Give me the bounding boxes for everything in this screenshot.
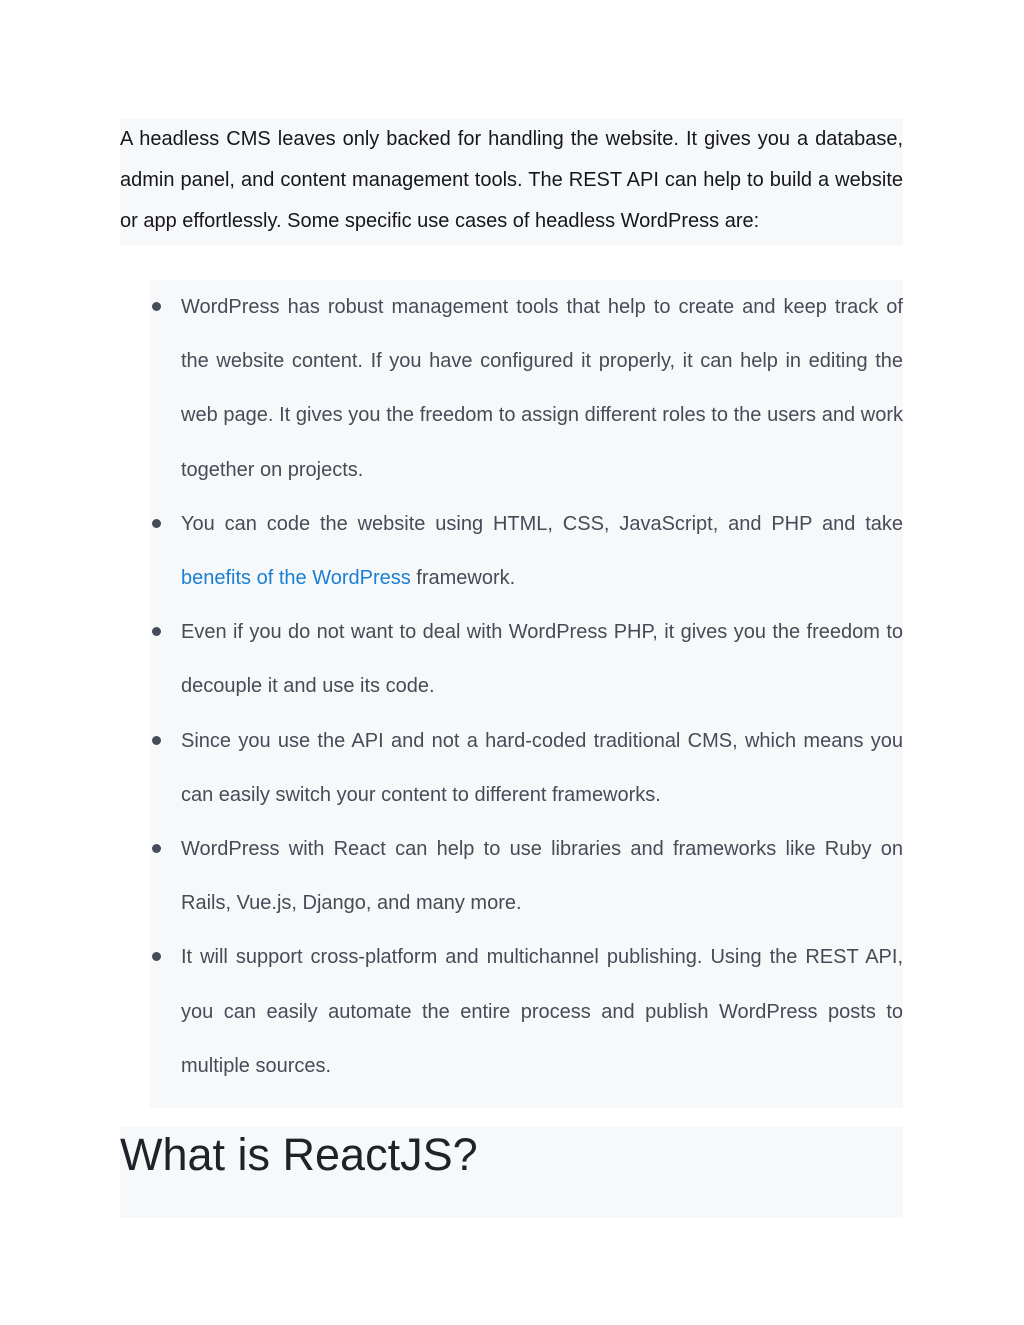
list-item (150, 822, 903, 930)
bullet-icon (152, 952, 161, 961)
list-item (150, 497, 903, 605)
wordpress-benefits-link[interactable]: benefits of the WordPress (181, 567, 411, 590)
bullet-icon (152, 844, 161, 853)
list-item-text: Even if you do not want to deal with WordPress PHP, it gives you the freedom to decouple it and use its code. (181, 621, 903, 698)
use-cases-block (150, 280, 903, 1108)
list-item-text: It will support cross-platform and multichannel publishing. Using the REST API, you can easily automate the entire process and publish WordPress posts to multiple sources. (181, 946, 903, 1077)
bullet-icon (152, 736, 161, 745)
list-item-text-before-link: You can code the website using HTML, CSS, JavaScript, and PHP and take (181, 512, 903, 535)
list-item (150, 280, 903, 497)
list-item (150, 714, 903, 822)
list-item-text: WordPress has robust management tools that help to create and keep track of the website content. If you have configured it properly, it can help in editing the web page. It gives you the freedom to assign different roles to the users and work together on projects. (181, 296, 903, 481)
bullet-icon (152, 302, 161, 311)
intro-paragraph: A headless CMS leaves only backed for handling the website. It gives you a database, admin panel, and content management tools. The REST API can help to build a website or app effortlessly. Some specific use cases of headless WordPress are: (120, 128, 903, 232)
intro-block (120, 119, 903, 245)
list-item (150, 605, 903, 713)
bullet-icon (152, 627, 161, 636)
list-item (150, 930, 903, 1093)
bullet-icon (152, 519, 161, 528)
list-item-text: WordPress with React can help to use libraries and frameworks like Ruby on Rails, Vue.js, Django, and many more. (181, 838, 903, 915)
section-heading-block (120, 1127, 903, 1218)
use-cases-list (150, 280, 903, 1093)
list-item-text-after-link: framework. (410, 567, 516, 590)
section-heading: What is ReactJS? (120, 1129, 478, 1180)
list-item-text: Since you use the API and not a hard-coded traditional CMS, which means you can easily switch your content to different frameworks. (181, 729, 903, 806)
